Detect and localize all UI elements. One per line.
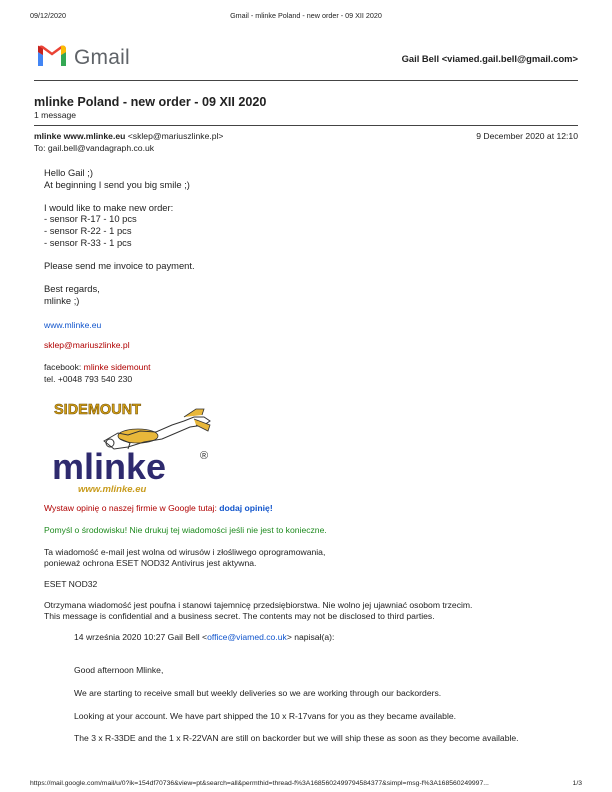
logo-registered: ® [200,450,209,462]
email-subject: mlinke Poland - new order - 09 XII 2020 [34,95,267,109]
quote-para-2: We are starting to receive small but weekly deliveries so we are working through our backorders. [74,688,442,698]
website-link[interactable]: www.mlinke.eu [44,320,102,330]
confidentiality-pl: Otrzymana wiadomość jest poufna i stanowi tajemnicę przedsiębiorstwa. Nie wolno jej ujawniać osobom trzecim. [44,600,473,610]
gmail-m-icon [36,44,68,68]
invoice-request: Please send me invoice to payment. [44,259,195,271]
print-title: Gmail - mlinke Poland - new order - 09 XII 2020 [230,11,382,20]
quote-para-1: Good afternoon Mlinke, [74,665,164,675]
review-line [44,503,273,514]
gmail-wordmark: Gmail [74,46,130,69]
print-date: 09/12/2020 [30,11,66,20]
signature-name: mlinke ;) [44,294,80,306]
quote-header-pre: 14 września 2020 10:27 Gail Bell < [74,632,208,642]
order-item: - sensor R-22 - 1 pcs [44,224,132,236]
confidentiality-notice [44,600,584,622]
logo-main-text: mlinke [52,446,167,487]
quote-header [74,632,334,642]
quote-para-3: Looking at your account. We have part shipped the 10 x R-17vans for you as they became available. [74,711,457,721]
mlinke-logo-graphic [44,395,220,495]
closing-regards: Best regards, [44,282,100,294]
subject-divider [34,125,578,126]
quote-para-4: The 3 x R-33DE and the 1 x R-22VAN are still on backorder but we will ship these as soon as they become available. [74,733,519,743]
sent-date: 9 December 2020 at 12:10 [476,131,578,141]
facebook-link[interactable]: mlinke sidemount [83,362,151,372]
logo-url-text: www.mlinke.eu [78,484,147,495]
review-text: Wystaw opinię o naszej firmie w Google tutaj: [44,503,217,513]
order-item: - sensor R-33 - 1 pcs [44,236,132,248]
sender-address: <sklep@mariuszlinke.pl> [127,131,224,141]
print-header [30,11,582,21]
confidentiality-en: This message is confidential and a business secret. The contents may not be disclosed to third parties. [44,610,435,621]
greeting-line-2: At beginning I send you big smile ;) [44,178,190,190]
mlinke-logo [44,395,220,495]
eset-label: ESET NOD32 [44,579,98,589]
logo-sidemount-text: SIDEMOUNT [54,402,141,418]
page-number: 1/3 [572,780,582,787]
header-divider [34,80,578,81]
eco-notice: Pomyśl o środowisku! Nie drukuj tej wiadomości jeśli nie jest to konieczne. [44,525,327,535]
shop-email-link[interactable]: sklep@mariuszlinke.pl [44,340,130,350]
antivirus-line-2: ponieważ ochrona ESET NOD32 Antivirus jest aktywna. [44,557,257,568]
phone-number: tel. +0048 793 540 230 [44,374,133,384]
sender-name: mlinke www.mlinke.eu [34,131,126,141]
quote-sender-link[interactable]: office@viamed.co.uk [207,632,287,642]
message-body [44,167,195,306]
account-label: Gail Bell <viamed.gail.bell@gmail.com> [401,53,578,64]
review-link[interactable]: dodaj opinię! [219,503,273,513]
message-count: 1 message [34,110,77,120]
order-intro: I would like to make new order: [44,201,174,213]
sender-line [34,131,223,141]
facebook-line [44,362,151,373]
footer-url: https://mail.google.com/mail/u/0?ik=154df70736&view=pt&search=all&permthid=thread-f%3A1685602499794584377&simpl=msg-f%3A168560249997... [30,780,489,787]
greeting-line: Hello Gail ;) [44,167,93,178]
order-item: - sensor R-17 - 10 pcs [44,213,137,225]
quote-header-post: > napisał(a): [286,632,335,642]
antivirus-line-1: Ta wiadomość e-mail jest wolna od wirusów i złośliwego oprogramowania, [44,547,326,557]
recipient-line: To: gail.bell@vandagraph.co.uk [34,143,155,153]
antivirus-notice [44,547,325,569]
facebook-label: facebook: [44,362,82,372]
